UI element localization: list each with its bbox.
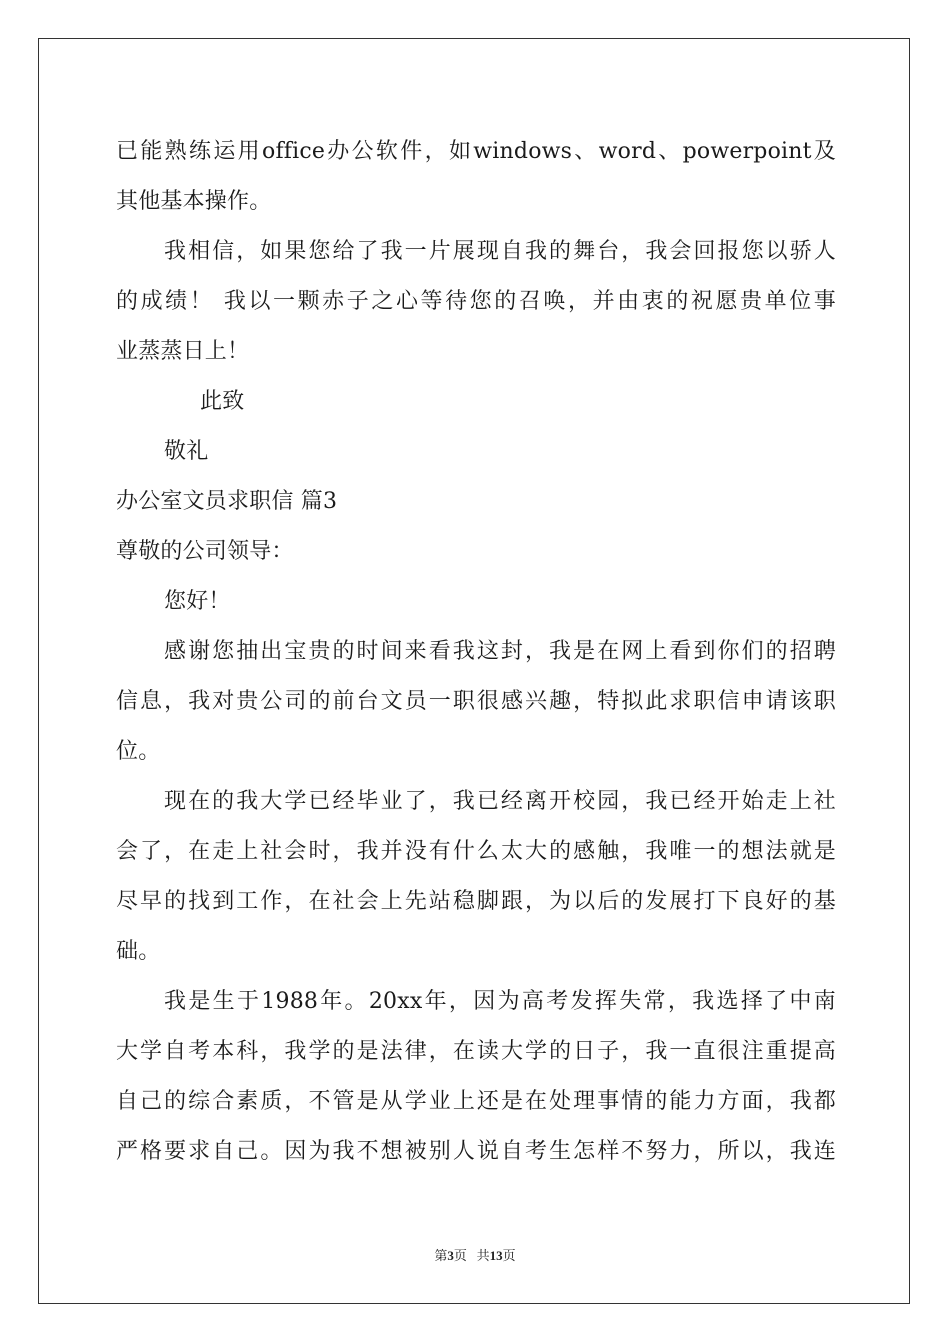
footer-prefix: 第 — [434, 1248, 448, 1263]
closing-salutation: 此致 — [200, 389, 245, 414]
footer-page-unit: 页 — [453, 1248, 467, 1263]
text-line: 其他基本操作。 — [116, 189, 272, 214]
text-line: 础。 — [116, 939, 161, 964]
footer-total-prefix: 共 — [476, 1248, 490, 1263]
text-line: 尽早的找到工作，在社会上先站稳脚跟，为以后的发展打下良好的基 — [116, 889, 836, 914]
text-line: 自己的综合素质，不管是从学业上还是在处理事情的能力方面，我都 — [116, 1089, 836, 1114]
text-line: 现在的我大学已经毕业了，我已经离开校园，我已经开始走上社 — [164, 789, 836, 814]
text-line: 我是生于1988年。20xx年，因为高考发挥失常，我选择了中南 — [164, 989, 836, 1014]
text-line: 会了，在走上社会时，我并没有什么太大的感触，我唯一的想法就是 — [116, 839, 836, 864]
total-pages-number: 13 — [489, 1248, 503, 1263]
text-line: 感谢您抽出宝贵的时间来看我这封，我是在网上看到你们的招聘 — [164, 639, 836, 664]
text-line: 大学自考本科，我学的是法律，在读大学的日子，我一直很注重提高 — [116, 1039, 836, 1064]
document-body — [116, 127, 836, 1177]
text-line: 业蒸蒸日上！ — [116, 339, 250, 364]
current-page-number: 3 — [447, 1248, 454, 1263]
text-line: 信息，我对贵公司的前台文员一职很感兴趣，特拟此求职信申请该职 — [116, 689, 836, 714]
greeting-addressee: 尊敬的公司领导： — [116, 539, 294, 564]
text-line: 已能熟练运用office办公软件，如windows、word、powerpoint及 — [116, 139, 836, 164]
page-footer — [0, 1245, 950, 1264]
text-line: 位。 — [116, 739, 161, 764]
section-heading: 办公室文员求职信 篇3 — [116, 489, 338, 514]
closing-regards: 敬礼 — [164, 439, 209, 464]
text-line: 严格要求自己。因为我不想被别人说自考生怎样不努力，所以，我连 — [116, 1139, 836, 1164]
text-line: 我相信，如果您给了我一片展现自我的舞台，我会回报您以骄人 — [164, 239, 836, 264]
text-line: 的成绩！ 我以一颗赤子之心等待您的召唤，并由衷的祝愿贵单位事 — [116, 289, 836, 314]
footer-total-unit: 页 — [502, 1248, 516, 1263]
greeting: 您好！ — [164, 589, 231, 614]
